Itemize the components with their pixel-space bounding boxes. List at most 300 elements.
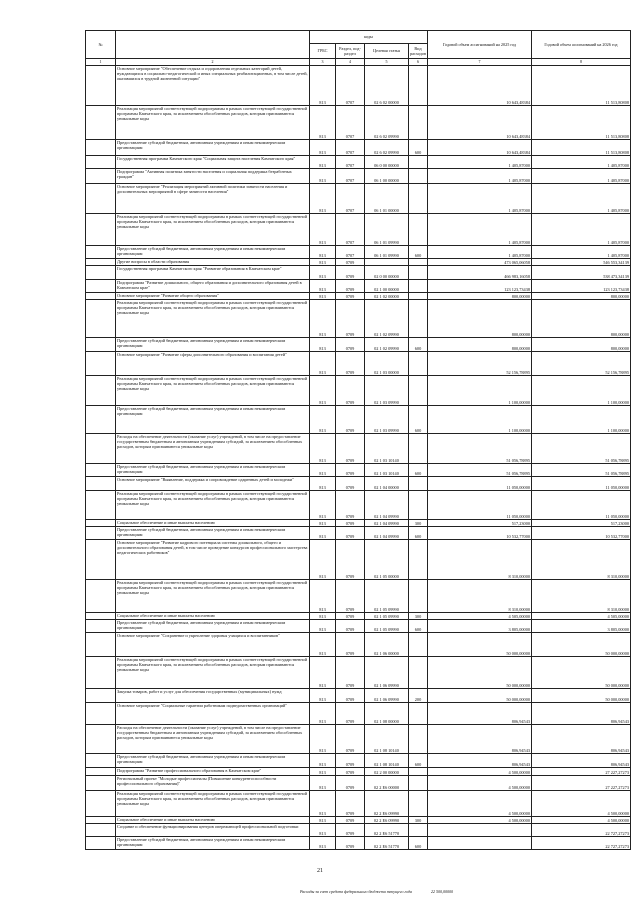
table-body xyxy=(86,66,631,850)
cell-sum-2025: 800,00000 xyxy=(428,338,532,352)
cell-sum-2025: 4 500,00000 xyxy=(428,776,532,791)
cell-sum-2025: 1 405,87000 xyxy=(428,156,532,169)
cell-sum-2026: 800,00000 xyxy=(532,293,631,300)
cell-article: 02 1 04 00000 xyxy=(365,477,409,491)
cell-grbs: 813 xyxy=(310,477,336,491)
cell-sum-2026: 11 513,80808 xyxy=(532,106,631,140)
index-cell: 5 xyxy=(365,59,409,66)
cell-sum-2025: 50 000,00000 xyxy=(428,689,532,703)
cell-name: Государственная программа Камчатского края "Социальная защита населения Камчатского края" xyxy=(116,156,310,169)
cell-name: Основное мероприятие "Обеспечение отдыха и оздоровления отдельных категорий детей, нуждающихся в социально-педагогической и иных специальных реабилитационных, в том числе детей, оказавшихся в трудной жизненной ситуации" xyxy=(116,66,310,106)
table-row xyxy=(86,477,631,491)
cell-sum-2026: 11 050,00000 xyxy=(532,491,631,520)
table-row xyxy=(86,293,631,300)
cell-expense-type xyxy=(409,491,428,520)
cell-sum-2026: 123 123,73438 xyxy=(532,280,631,293)
cell-sum-2025: 10 532,77000 xyxy=(428,527,532,540)
cell-grbs: 813 xyxy=(310,520,336,527)
cell-sum-2025: 517,23000 xyxy=(428,520,532,527)
cell-name: Основное мероприятие "Развитие сферы дополнительного образования и воспитания детей" xyxy=(116,352,310,376)
cell-sum-2025: 8 310,00000 xyxy=(428,540,532,580)
cell-no xyxy=(86,214,116,246)
cell-no xyxy=(86,540,116,580)
cell-sum-2026: 3 805,00000 xyxy=(532,620,631,633)
cell-sum-2026: 1 405,87000 xyxy=(532,214,631,246)
cell-name: Предоставление субсидий бюджетным, автономным учреждениям и иным некоммерческим организациям xyxy=(116,140,310,156)
cell-expense-type xyxy=(409,169,428,184)
cell-sum-2026: 22 727,27273 xyxy=(532,824,631,837)
cell-article: 02 1 03 10140 xyxy=(365,464,409,477)
col-header-plan-2026: Годовой объем ассигнований на 2026 год xyxy=(532,31,631,59)
cell-grbs: 813 xyxy=(310,156,336,169)
cell-expense-type: 600 xyxy=(409,338,428,352)
cell-expense-type xyxy=(409,266,428,280)
cell-expense-type xyxy=(409,352,428,376)
cell-sum-2026: 1 100,00000 xyxy=(532,376,631,406)
cell-no xyxy=(86,776,116,791)
col-header-plan-2025: Годовой объем ассигнований на 2025 год xyxy=(428,31,532,59)
cell-name: Предоставление субсидий бюджетным, автономным учреждениям и иным некоммерческим организациям xyxy=(116,527,310,540)
cell-section: 0709 xyxy=(336,768,365,776)
cell-section: 0709 xyxy=(336,725,365,754)
cell-expense-type xyxy=(409,633,428,657)
cell-name: Реализация мероприятий соответствующей подпрограммы в рамках соответствующей государственной программы Камчатского края, за исключением обособленных расходов, которым присваиваются уникальные коды xyxy=(116,791,310,817)
cell-section: 0709 xyxy=(336,300,365,338)
cell-expense-type: 600 xyxy=(409,620,428,633)
cell-grbs: 813 xyxy=(310,376,336,406)
cell-sum-2026: 4 500,00000 xyxy=(532,791,631,817)
cell-grbs: 813 xyxy=(310,266,336,280)
cell-expense-type xyxy=(409,540,428,580)
header-index-row xyxy=(86,59,631,66)
table-row xyxy=(86,214,631,246)
page-number: 21 xyxy=(317,868,323,874)
col-header-section: Раздел, под-раздел xyxy=(336,44,365,59)
cell-grbs: 813 xyxy=(310,580,336,613)
cell-no xyxy=(86,266,116,280)
cell-sum-2025: 1 405,87000 xyxy=(428,184,532,214)
cell-name: Предоставление субсидий бюджетным, автономным учреждениям и иным некоммерческим организациям xyxy=(116,620,310,633)
cell-section: 0707 xyxy=(336,140,365,156)
cell-grbs: 813 xyxy=(310,791,336,817)
cell-no xyxy=(86,824,116,837)
table-row xyxy=(86,169,631,184)
cell-section: 0709 xyxy=(336,491,365,520)
cell-grbs: 813 xyxy=(310,169,336,184)
table-row xyxy=(86,527,631,540)
cell-grbs: 813 xyxy=(310,106,336,140)
cell-sum-2026: 10 532,77000 xyxy=(532,527,631,540)
cell-name: Предоставление субсидий бюджетным, автономным учреждениям и иным некоммерческим организациям xyxy=(116,406,310,434)
cell-no xyxy=(86,352,116,376)
cell-grbs: 813 xyxy=(310,259,336,266)
table-row xyxy=(86,703,631,725)
cell-expense-type xyxy=(409,580,428,613)
cell-article: 02 1 06 00000 xyxy=(365,633,409,657)
cell-sum-2025: 50 000,00000 xyxy=(428,633,532,657)
cell-article: 02 2 E6 00000 xyxy=(365,776,409,791)
cell-section: 0709 xyxy=(336,520,365,527)
cell-no xyxy=(86,613,116,620)
cell-sum-2025: 1 405,87000 xyxy=(428,169,532,184)
cell-sum-2025: 806,94543 xyxy=(428,725,532,754)
cell-name: Подпрограмма "Активная политика занятости населения и социальная поддержка безработных граждан" xyxy=(116,169,310,184)
table-row xyxy=(86,791,631,817)
cell-sum-2025: 52 156,78895 xyxy=(428,352,532,376)
cell-name: Региональный проект "Молодые профессионалы (Повышение конкурентоспособности профессионального образования)" xyxy=(116,776,310,791)
cell-name: Социальное обеспечение и иные выплаты населению xyxy=(116,613,310,620)
cell-grbs: 813 xyxy=(310,352,336,376)
cell-expense-type: 600 xyxy=(409,527,428,540)
cell-expense-type: 600 xyxy=(409,837,428,850)
cell-no xyxy=(86,657,116,689)
cell-section: 0709 xyxy=(336,266,365,280)
cell-section: 0709 xyxy=(336,580,365,613)
table-row xyxy=(86,66,631,106)
cell-section: 0707 xyxy=(336,214,365,246)
cell-sum-2025: 8 310,00000 xyxy=(428,580,532,613)
cell-grbs: 813 xyxy=(310,725,336,754)
cell-article: 02 1 02 09990 xyxy=(365,300,409,338)
cell-article: 06 1 01 00000 xyxy=(365,184,409,214)
cell-sum-2026: 11 513,80808 xyxy=(532,140,631,156)
cell-article: 02 1 03 09990 xyxy=(365,406,409,434)
cell-name: Основное мероприятие "Социальные гарантии работникам подведомственных организаций" xyxy=(116,703,310,725)
cell-section: 0709 xyxy=(336,791,365,817)
cell-article: 02 1 08 10140 xyxy=(365,754,409,768)
cell-sum-2026: 4 505,00000 xyxy=(532,613,631,620)
table-row xyxy=(86,768,631,776)
cell-expense-type xyxy=(409,184,428,214)
cell-no xyxy=(86,300,116,338)
cell-sum-2025: 51 056,78895 xyxy=(428,434,532,464)
cell-article: 02 1 08 00000 xyxy=(365,703,409,725)
cell-article: 02 2 E6 09990 xyxy=(365,791,409,817)
cell-sum-2025: 1 405,87000 xyxy=(428,246,532,259)
cell-section: 0707 xyxy=(336,169,365,184)
cell-expense-type xyxy=(409,106,428,140)
cell-section: 0709 xyxy=(336,293,365,300)
cell-expense-type xyxy=(409,156,428,169)
cell-article: 02 1 04 09990 xyxy=(365,527,409,540)
cell-grbs: 813 xyxy=(310,620,336,633)
cell-no xyxy=(86,580,116,613)
cell-expense-type xyxy=(409,768,428,776)
cell-sum-2025: 806,94543 xyxy=(428,754,532,768)
cell-name: Государственная программа Камчатского края "Развитие образования в Камчатском крае" xyxy=(116,266,310,280)
cell-no xyxy=(86,338,116,352)
cell-no xyxy=(86,725,116,754)
cell-section: 0709 xyxy=(336,464,365,477)
header-row-top xyxy=(86,31,631,44)
cell-sum-2025: 800,00000 xyxy=(428,300,532,338)
table-row xyxy=(86,540,631,580)
cell-sum-2026: 22 727,27273 xyxy=(532,837,631,850)
cell-sum-2025: 3 805,00000 xyxy=(428,620,532,633)
cell-sum-2026: 1 405,87000 xyxy=(532,156,631,169)
cell-name: Реализация мероприятий соответствующей подпрограммы в рамках соответствующей государственной программы Камчатского края, за исключением обособленных расходов, которым присваиваются уникальные коды xyxy=(116,376,310,406)
cell-no xyxy=(86,620,116,633)
col-header-article: Целевая статья xyxy=(365,44,409,59)
cell-grbs: 813 xyxy=(310,754,336,768)
cell-sum-2026: 11 513,80808 xyxy=(532,66,631,106)
cell-sum-2025: 10 643,48384 xyxy=(428,140,532,156)
cell-sum-2026: 1 100,00000 xyxy=(532,406,631,434)
table-row xyxy=(86,491,631,520)
cell-sum-2026: 50 000,00000 xyxy=(532,689,631,703)
cell-expense-type xyxy=(409,657,428,689)
cell-section: 0709 xyxy=(336,376,365,406)
table-row xyxy=(86,266,631,280)
cell-no xyxy=(86,520,116,527)
index-cell: 2 xyxy=(116,59,310,66)
table-row xyxy=(86,837,631,850)
cell-sum-2025 xyxy=(428,824,532,837)
cell-section: 0707 xyxy=(336,184,365,214)
col-header-codes: коды xyxy=(310,31,428,44)
table-row xyxy=(86,434,631,464)
cell-grbs: 813 xyxy=(310,689,336,703)
cell-article: 02 1 05 09990 xyxy=(365,620,409,633)
cell-sum-2025: 4 500,00000 xyxy=(428,768,532,776)
cell-grbs: 813 xyxy=(310,817,336,824)
cell-sum-2026: 1 405,87000 xyxy=(532,169,631,184)
cell-name: Предоставление субсидий бюджетным, автономным учреждениям и иным некоммерческим организациям xyxy=(116,338,310,352)
table-row xyxy=(86,657,631,689)
cell-no xyxy=(86,156,116,169)
col-header-expense-type: Вид расходов xyxy=(409,44,428,59)
cell-no xyxy=(86,464,116,477)
cell-no xyxy=(86,406,116,434)
cell-section: 0709 xyxy=(336,352,365,376)
cell-grbs: 813 xyxy=(310,184,336,214)
table-row xyxy=(86,520,631,527)
cell-grbs: 813 xyxy=(310,613,336,620)
table-row xyxy=(86,406,631,434)
cell-sum-2026: 1 405,87000 xyxy=(532,246,631,259)
table-row xyxy=(86,140,631,156)
cell-expense-type xyxy=(409,434,428,464)
cell-sum-2026: 8 310,00000 xyxy=(532,540,631,580)
table-row xyxy=(86,246,631,259)
cell-expense-type xyxy=(409,280,428,293)
cell-sum-2026: 27 227,27273 xyxy=(532,768,631,776)
cell-no xyxy=(86,140,116,156)
index-cell: 4 xyxy=(336,59,365,66)
cell-article: 02 1 03 00000 xyxy=(365,352,409,376)
cell-expense-type xyxy=(409,776,428,791)
cell-article: 06 1 00 00000 xyxy=(365,169,409,184)
cell-sum-2026: 52 156,78895 xyxy=(532,352,631,376)
table-row xyxy=(86,817,631,824)
cell-name: Реализация мероприятий соответствующей подпрограммы в рамках соответствующей государственной программы Камчатского края, за исключением обособленных расходов, которым присваиваются уникальные коды xyxy=(116,657,310,689)
cell-section: 0709 xyxy=(336,837,365,850)
cell-sum-2025: 1 100,00000 xyxy=(428,376,532,406)
cell-grbs: 813 xyxy=(310,434,336,464)
cell-name: Создание и обеспечение функционирования центров опережающей профессиональной подготовки xyxy=(116,824,310,837)
cell-section: 0709 xyxy=(336,434,365,464)
cell-sum-2025: 10 643,48384 xyxy=(428,106,532,140)
cell-grbs: 813 xyxy=(310,66,336,106)
cell-expense-type xyxy=(409,703,428,725)
table-row xyxy=(86,633,631,657)
cell-sum-2026: 538 473,34139 xyxy=(532,266,631,280)
cell-article xyxy=(365,259,409,266)
table-row xyxy=(86,106,631,140)
cell-article: 02 6 02 09990 xyxy=(365,140,409,156)
cell-section: 0707 xyxy=(336,246,365,259)
cell-sum-2025: 800,00000 xyxy=(428,293,532,300)
cell-sum-2026: 4 500,00000 xyxy=(532,817,631,824)
cell-no xyxy=(86,633,116,657)
cell-sum-2025: 4 500,00000 xyxy=(428,791,532,817)
table-row xyxy=(86,184,631,214)
cell-expense-type: 600 xyxy=(409,246,428,259)
table-row xyxy=(86,725,631,754)
cell-sum-2026: 800,00000 xyxy=(532,338,631,352)
cell-article: 02 1 05 09990 xyxy=(365,580,409,613)
cell-expense-type: 600 xyxy=(409,754,428,768)
cell-no xyxy=(86,791,116,817)
cell-expense-type xyxy=(409,477,428,491)
table-row xyxy=(86,338,631,352)
col-header-name xyxy=(116,31,310,59)
cell-grbs: 813 xyxy=(310,824,336,837)
cell-grbs: 813 xyxy=(310,464,336,477)
cell-article: 02 2 00 00000 xyxy=(365,768,409,776)
cell-sum-2025: 4 505,00000 xyxy=(428,613,532,620)
cell-sum-2025: 4 500,00000 xyxy=(428,817,532,824)
cell-sum-2025: 11 050,00000 xyxy=(428,491,532,520)
cell-sum-2026: 517,23000 xyxy=(532,520,631,527)
cell-name: Основное мероприятие "Развитие общего образования" xyxy=(116,293,310,300)
cell-section: 0709 xyxy=(336,633,365,657)
cell-name: Предоставление субсидий бюджетным, автономным учреждениям и иным некоммерческим организациям xyxy=(116,464,310,477)
cell-no xyxy=(86,689,116,703)
cell-grbs: 813 xyxy=(310,491,336,520)
cell-sum-2026: 806,94543 xyxy=(532,703,631,725)
cell-article: 02 0 00 00000 xyxy=(365,266,409,280)
table-row xyxy=(86,156,631,169)
cell-no xyxy=(86,434,116,464)
cell-section: 0709 xyxy=(336,817,365,824)
cell-article: 02 2 E6 51770 xyxy=(365,837,409,850)
table-row xyxy=(86,613,631,620)
cell-section: 0709 xyxy=(336,540,365,580)
cell-sum-2025 xyxy=(428,837,532,850)
cell-sum-2025: 466 983,16058 xyxy=(428,266,532,280)
cell-expense-type: 600 xyxy=(409,140,428,156)
cell-no xyxy=(86,376,116,406)
cell-name: Основное мероприятие "Сохранение и укрепление здоровья учащихся и воспитанников" xyxy=(116,633,310,657)
cell-expense-type xyxy=(409,791,428,817)
table-row xyxy=(86,352,631,376)
cell-grbs: 813 xyxy=(310,776,336,791)
table-row xyxy=(86,464,631,477)
index-cell: 7 xyxy=(428,59,532,66)
cell-expense-type: 300 xyxy=(409,613,428,620)
cell-name: Реализация мероприятий соответствующей подпрограммы в рамках соответствующей государственной программы Камчатского края, за исключением обособленных расходов, которым присваиваются уникальные коды xyxy=(116,106,310,140)
cell-article: 02 6 02 00000 xyxy=(365,66,409,106)
cell-no xyxy=(86,703,116,725)
cell-section: 0709 xyxy=(336,338,365,352)
cell-article: 02 1 04 09990 xyxy=(365,491,409,520)
cell-article: 06 1 01 09990 xyxy=(365,214,409,246)
cell-no xyxy=(86,754,116,768)
cell-no xyxy=(86,527,116,540)
cell-expense-type: 300 xyxy=(409,817,428,824)
cell-grbs: 813 xyxy=(310,657,336,689)
cell-grbs: 813 xyxy=(310,214,336,246)
cell-section: 0709 xyxy=(336,477,365,491)
table-row xyxy=(86,689,631,703)
cell-section: 0707 xyxy=(336,66,365,106)
cell-sum-2025: 123 123,73438 xyxy=(428,280,532,293)
cell-no xyxy=(86,106,116,140)
cell-section: 0709 xyxy=(336,280,365,293)
cell-sum-2025: 10 643,48384 xyxy=(428,66,532,106)
table-row xyxy=(86,376,631,406)
cell-article: 02 1 02 00000 xyxy=(365,293,409,300)
cell-article: 06 0 00 00000 xyxy=(365,156,409,169)
cell-section: 0709 xyxy=(336,754,365,768)
cell-sum-2026: 1 405,87000 xyxy=(532,184,631,214)
cell-name: Реализация мероприятий соответствующей подпрограммы в рамках соответствующей государственной программы Камчатского края, за исключением обособленных расходов, которым присваиваются уникальные коды xyxy=(116,300,310,338)
cell-name: Основное мероприятие "Выявление, поддержка и сопровождение одаренных детей и молодежи" xyxy=(116,477,310,491)
cell-grbs: 813 xyxy=(310,338,336,352)
cell-no xyxy=(86,817,116,824)
cell-section: 0709 xyxy=(336,703,365,725)
cell-sum-2025: 473 065,06058 xyxy=(428,259,532,266)
cell-sum-2025: 51 056,78895 xyxy=(428,464,532,477)
cell-grbs: 813 xyxy=(310,837,336,850)
cell-name: Расходы на обеспечение деятельности (оказание услуг) учреждений, в том числе на предоставление государственным бюджетным и автономным учреждениям субсидий, за исключением обособленных расходов, которым присваиваются уникальные коды xyxy=(116,434,310,464)
cell-expense-type xyxy=(409,214,428,246)
cell-grbs: 813 xyxy=(310,300,336,338)
budget-table xyxy=(85,30,631,850)
cell-grbs: 813 xyxy=(310,540,336,580)
cell-name: Реализация мероприятий соответствующей подпрограммы в рамках соответствующей государственной программы Камчатского края, за исключением обособленных расходов, которым присваиваются уникальные коды xyxy=(116,580,310,613)
table-row xyxy=(86,580,631,613)
cell-expense-type: 200 xyxy=(409,689,428,703)
cell-expense-type xyxy=(409,259,428,266)
col-header-no: № xyxy=(86,31,116,59)
table-row xyxy=(86,776,631,791)
cell-article: 02 1 06 09990 xyxy=(365,657,409,689)
cell-no xyxy=(86,293,116,300)
cell-no xyxy=(86,246,116,259)
cell-name: Социальное обеспечение и иные выплаты населению xyxy=(116,520,310,527)
cell-section: 0709 xyxy=(336,657,365,689)
footnote-value: 22 500,00000 xyxy=(431,889,453,894)
cell-article: 02 1 06 09990 xyxy=(365,689,409,703)
cell-article: 02 1 03 09990 xyxy=(365,376,409,406)
cell-name: Реализация мероприятий соответствующей подпрограммы в рамках соответствующей государственной программы Камчатского края, за исключением обособленных расходов, которым присваиваются уникальные коды xyxy=(116,491,310,520)
index-cell: 6 xyxy=(409,59,428,66)
index-cell: 3 xyxy=(310,59,336,66)
table-row xyxy=(86,259,631,266)
table-row xyxy=(86,620,631,633)
cell-section: 0709 xyxy=(336,689,365,703)
cell-name: Предоставление субсидий бюджетным, автономным учреждениям и иным некоммерческим организациям xyxy=(116,754,310,768)
cell-name: Предоставление субсидий бюджетным, автономным учреждениям и иным некоммерческим организациям xyxy=(116,246,310,259)
cell-no xyxy=(86,491,116,520)
cell-section: 0709 xyxy=(336,259,365,266)
cell-grbs: 813 xyxy=(310,246,336,259)
cell-no xyxy=(86,259,116,266)
cell-sum-2025: 1 100,00000 xyxy=(428,406,532,434)
cell-article: 02 1 03 10140 xyxy=(365,434,409,464)
